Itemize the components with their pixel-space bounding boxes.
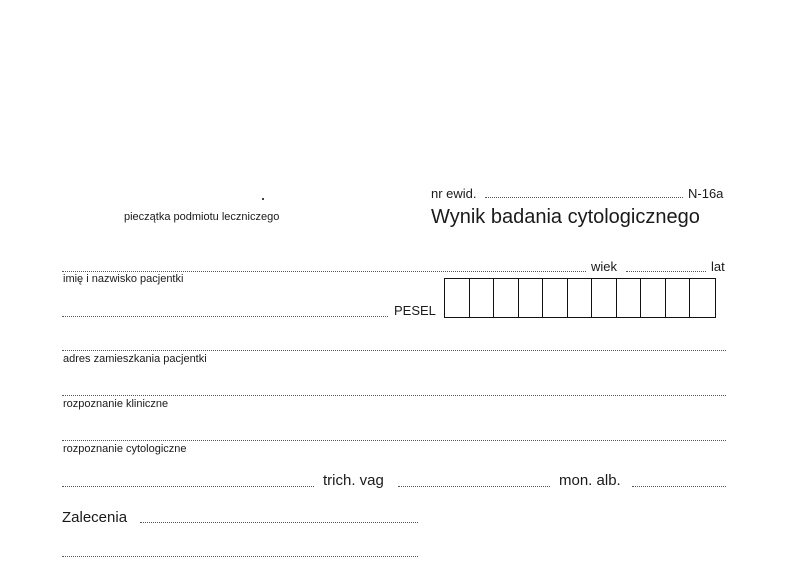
patient-name-field-2[interactable] [62, 316, 388, 317]
recommendations-label: Zalecenia [62, 509, 128, 526]
pesel-digit-box[interactable] [494, 279, 519, 317]
cyto-dx-field[interactable] [62, 486, 314, 487]
pesel-digit-box[interactable] [470, 279, 495, 317]
form-code: N-16a [688, 186, 724, 201]
pesel-digit-box[interactable] [445, 279, 470, 317]
record-no-field[interactable] [485, 197, 683, 198]
clinical-dx-field[interactable] [62, 440, 726, 441]
pesel-digit-box[interactable] [617, 279, 642, 317]
address-field[interactable] [62, 350, 726, 351]
pesel-digit-box[interactable] [641, 279, 666, 317]
pesel-digit-box[interactable] [543, 279, 568, 317]
recommendations-field[interactable] [140, 522, 418, 523]
address-label: adres zamieszkania pacjentki [63, 353, 207, 365]
age-field[interactable] [626, 271, 706, 272]
stamp-mark [262, 198, 264, 200]
clinical-dx-label: rozpoznanie kliniczne [63, 398, 169, 410]
mon-field[interactable] [632, 486, 726, 487]
pesel-digit-box[interactable] [519, 279, 544, 317]
pesel-digit-box[interactable] [592, 279, 617, 317]
address-field-2[interactable] [62, 395, 726, 396]
pesel-digit-box[interactable] [568, 279, 593, 317]
pesel-digit-box[interactable] [690, 279, 715, 317]
record-no-label: nr ewid. [431, 186, 477, 201]
trich-field[interactable] [398, 486, 550, 487]
recommendations-field-2[interactable] [62, 556, 418, 557]
stamp-label: pieczątka podmiotu leczniczego [124, 211, 280, 223]
patient-name-field[interactable] [62, 271, 586, 272]
pesel-label: PESEL [394, 303, 436, 318]
pesel-digit-box[interactable] [666, 279, 691, 317]
page-title: Wynik badania cytologicznego [431, 206, 700, 228]
pesel-boxes [444, 278, 716, 318]
years-label: lat [711, 259, 725, 274]
age-label: wiek [591, 259, 618, 274]
patient-name-label: imię i nazwisko pacjentki [63, 273, 184, 285]
trich-label: trich. vag [323, 472, 384, 489]
mon-label: mon. alb. [559, 472, 621, 489]
cyto-dx-label: rozpoznanie cytologiczne [63, 443, 187, 455]
